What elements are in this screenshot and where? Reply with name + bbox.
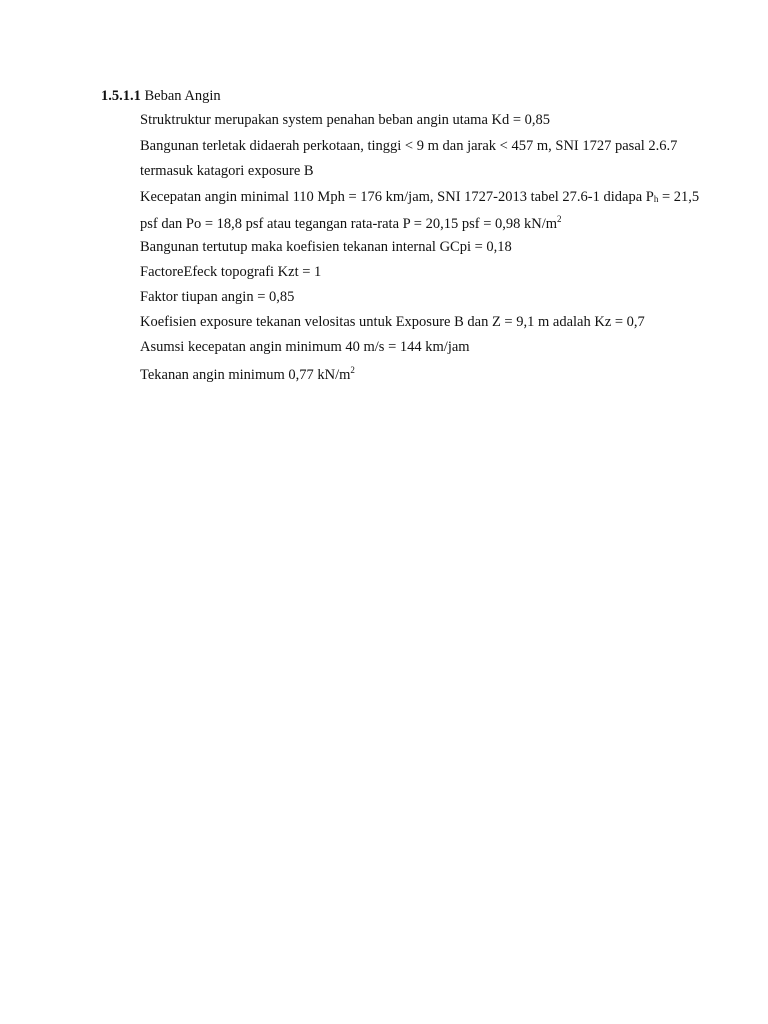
text-segment: Tekanan angin minimum 0,77 kN/m xyxy=(140,367,351,383)
superscript: 2 xyxy=(557,214,562,224)
superscript: 2 xyxy=(350,365,355,375)
text-line xyxy=(140,214,562,233)
text-line: Struktruktur merupakan system penahan beban angin utama Kd = 0,85 xyxy=(140,112,551,128)
text-segment: psf dan Po = 18,8 psf atau tegangan rata-rata P = 20,15 psf = 0,98 kN/m xyxy=(140,216,558,232)
section-heading xyxy=(101,88,221,105)
text-line xyxy=(140,189,699,206)
text-line: Koefisien exposure tekanan velositas untuk Exposure B dan Z = 9,1 m adalah Kz = 0,7 xyxy=(140,314,645,330)
text-line: FactoreEfeck topografi Kzt = 1 xyxy=(140,264,322,280)
text-line: Faktor tiupan angin = 0,85 xyxy=(140,289,295,305)
text-segment: = 21,5 xyxy=(658,189,700,205)
section-title: Beban Angin xyxy=(144,88,221,104)
text-line xyxy=(140,365,355,384)
text-line: termasuk katagori exposure B xyxy=(140,163,314,179)
text-line: Bangunan terletak didaerah perkotaan, tinggi < 9 m dan jarak < 457 m, SNI 1727 pasal 2.6.7 xyxy=(140,138,678,154)
text-segment: Kecepatan angin minimal 110 Mph = 176 km/jam, SNI 1727-2013 tabel 27.6-1 didapa P xyxy=(140,189,654,205)
subscript: h xyxy=(653,194,659,204)
section-number: 1.5.1.1 xyxy=(101,88,141,104)
text-line: Bangunan tertutup maka koefisien tekanan internal GCpi = 0,18 xyxy=(140,239,512,255)
text-line: Asumsi kecepatan angin minimum 40 m/s = 144 km/jam xyxy=(140,339,470,355)
